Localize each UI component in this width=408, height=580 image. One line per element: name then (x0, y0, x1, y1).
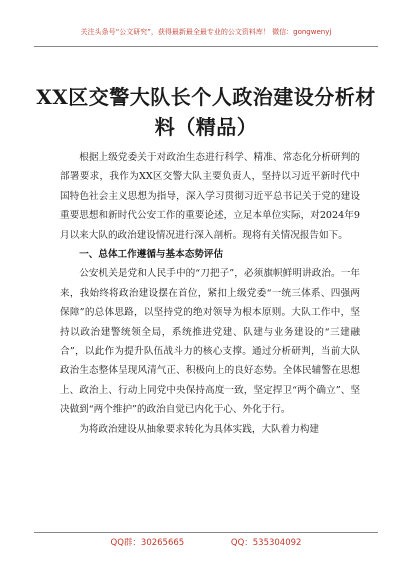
paragraph-section-1-continued: 为将政治建设从抽象要求转化为具体实践，大队着力构建 (79, 423, 320, 435)
section-heading-1: 一、总体工作遵循与基本态势评估 (79, 249, 224, 261)
paragraph-section-1: 公安机关是党和人民手中的“刀把子”，必须旗帜鲜明讲政治。一年来，我始终将政治建设摆在首位，紧扣上级党委“一统三体系、四强两保障”的总体思路，以坚持党的绝对领导为根本原则。大队工作中，坚持以政治建警统领全局，系统推进党建、队建与业务建设的“三建融合”，以此作为提升队伍战斗力的核心支撑。通过分析研判，当前大队政治生态整体呈现风清气正、积极向上的良好态势。全体民辅警在思想上、政治上、行动上同党中央保持高度一致，坚定捍卫“两个确立”、坚决做到“两个维护”的政治自觉已内化于心、外化于行。 (60, 268, 360, 416)
document-title: XX区交警大队长个人政治建设分析材料（精品） (36, 85, 376, 139)
document-body (60, 148, 360, 439)
footer-qq-group: QQ群：30265665 (110, 538, 185, 548)
paragraph-intro: 根据上级党委关于对政治生态进行科学、精准、常态化分析研判的部署要求，我作为XX区交警大队主要负责人，坚持以习近平新时代中国特色社会主义思想为指导，深入学习贯彻习近平总书记关于党的建设重要思想和新时代公安工作的重要论述，立足本单位实际，对2024年9月以来大队的政治建设情况进行深入剖析。现将有关情况报告如下。 (60, 152, 360, 241)
page-header: 关注头条号“公文研究”，获得最新最全最专业的公文资料库！ 微信：gongwenyj (34, 18, 378, 47)
footer-qq: QQ：535304092 (230, 538, 302, 548)
page-footer (34, 532, 378, 553)
